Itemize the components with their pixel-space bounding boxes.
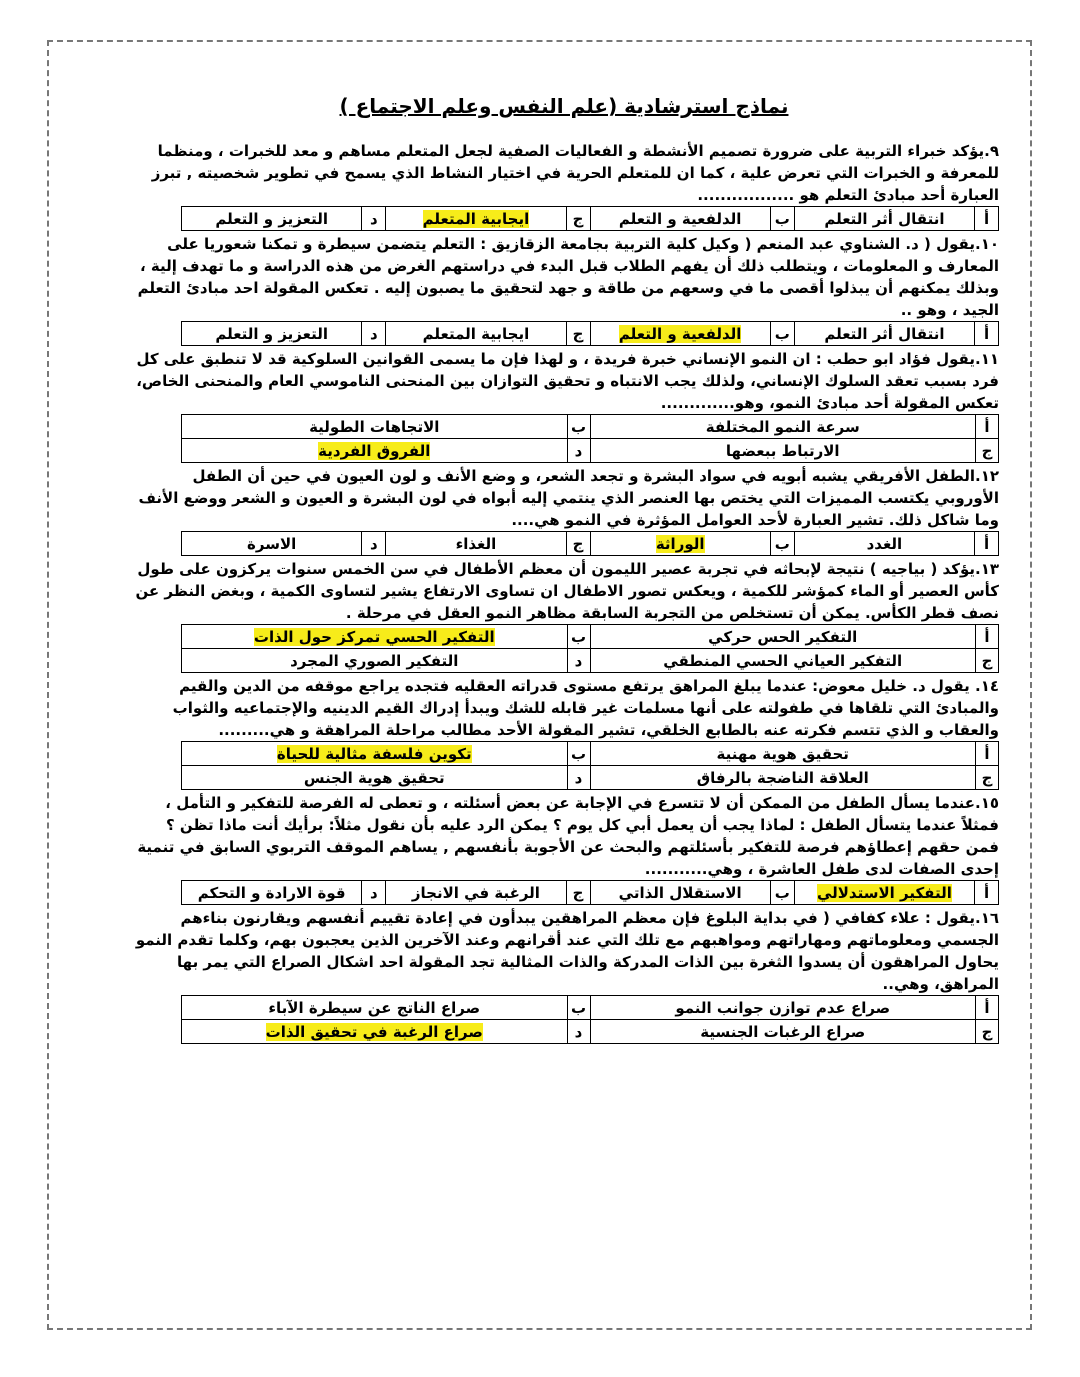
highlighted-answer: تكوين فلسفة مثالية للحياة bbox=[276, 744, 472, 763]
highlighted-answer: الدلفعية و التعلم bbox=[618, 324, 742, 343]
option-letter: د bbox=[362, 881, 386, 905]
option-c-answer[interactable] bbox=[386, 207, 566, 231]
option-letter: د bbox=[362, 322, 386, 346]
option-letter: د bbox=[362, 532, 386, 556]
question-16-options bbox=[181, 995, 999, 1044]
option-a[interactable]: التفكير الحس حركي bbox=[590, 625, 976, 649]
option-c[interactable]: الغذاء bbox=[386, 532, 566, 556]
option-b-answer[interactable] bbox=[182, 742, 568, 766]
option-letter: ج bbox=[976, 439, 999, 463]
option-b-answer[interactable] bbox=[590, 322, 770, 346]
option-a[interactable]: سرعة النمو المختلفة bbox=[590, 415, 976, 439]
option-a[interactable]: صراع عدم توازن جوانب النمو bbox=[590, 996, 976, 1020]
option-letter: ج bbox=[976, 649, 999, 673]
option-c[interactable]: ايجابية المتعلم bbox=[386, 322, 566, 346]
question-12-options bbox=[181, 531, 999, 556]
option-c[interactable]: التفكير العياني الحسي المنطقي bbox=[590, 649, 976, 673]
question-9-options bbox=[181, 206, 999, 231]
question-10-options bbox=[181, 321, 999, 346]
option-letter: ب bbox=[770, 322, 794, 346]
option-letter: أ bbox=[975, 322, 999, 346]
option-c[interactable]: الرغبة في الانجاز bbox=[386, 881, 566, 905]
option-d[interactable]: التفكير الصوري المجرد bbox=[182, 649, 568, 673]
question-16: ١٦.يقول : علاء كفافي ( في بداية البلوغ فإن معظم المراهقين يبدأون في إعادة تقييم أنفسهم ويقارنون بناءهم الجسمي ومعلوماتهم ومهاراتهم ومواهبهم مع تلك التي عند أقرانهم وعند الآخرين الذين يعجبون بهم، وكلما تقدم النمو يحاول المراهقون أن يسدوا الثغرة بين الذات المدركة والذات المثالية تجد المقولة احد اشكال الصراع التي يمر بها المراهق، وهي.. bbox=[135, 909, 999, 993]
question-14-options bbox=[181, 741, 999, 790]
option-letter: د bbox=[362, 207, 386, 231]
option-d-answer[interactable] bbox=[182, 1020, 568, 1044]
question-11: ١١.يقول فؤاد ابو حطب : ان النمو الإنساني خبرة فريدة ، و لهذا فإن ما يسمى القوانين السلوكية قد لا تنطبق على كل فرد بسبب تعقد السلوك الإنساني، ولذلك يجب الانتباه و تحقيق التوازان بين المنحنى الناموسي العام والمنحنى الخاص، تعكس المقولة أحد مبادئ النمو، وهو............. bbox=[136, 350, 999, 412]
page-border bbox=[47, 40, 1032, 1330]
question-10: ١٠.يقول ( د. الشناوي عبد المنعم ( وكيل كلية التربية بجامعة الزقازيق : التعلم يتضمن سيطرة و تمكنا شعوريا على المعارف و المعلومات ، ويتطلب ذلك أن يفهم الطلاب قبل البدء في دراستهم الغرض من هذه الدراسة و ما تهدف إلية ، وبذلك يمكنهم أن يبذلوا أقصى ما في وسعهم من طاقة و جهد لتحقيق ما يصبون إليه . تعكس المقولة احد مبادئ التعلم الجيد ، وهو .. bbox=[137, 235, 999, 319]
question-13-options bbox=[181, 624, 999, 673]
option-a[interactable]: انتقال أثر التعلم bbox=[794, 207, 974, 231]
option-d-answer[interactable] bbox=[182, 439, 568, 463]
option-a[interactable]: تحقيق هوية مهنية bbox=[590, 742, 976, 766]
option-c[interactable]: العلاقة الناضجة بالرفاق bbox=[590, 766, 976, 790]
option-letter: د bbox=[567, 1020, 590, 1044]
question-15: ١٥.عندما يسأل الطفل من الممكن أن لا تتسرع في الإجابة عن بعض أسئلته ، و تعطى له الفرصة للتفكير و التأمل ، فمثلاً عندما يتسأل الطفل : لماذا يجب أن يعمل أبي كل يوم ؟ يمكن الرد عليه بأن نقول مثلاً: برأيك أنت ماذا تظن ؟ فمن حقهم إعطاؤهم فرصة للتفكير بأسئلتهم والبحث عن الأجوبة بأنفسهم , يساهم الموقف التربوي السابق في تنمية إحدى الصفات لدى طفل العاشرة ، وهي........... bbox=[137, 794, 999, 878]
highlighted-answer: صراع الرغبة في تحقيق الذات bbox=[265, 1022, 483, 1041]
option-letter: ج bbox=[566, 207, 590, 231]
option-letter: ج bbox=[976, 766, 999, 790]
option-b[interactable]: الدلفعية و التعلم bbox=[590, 207, 770, 231]
option-d[interactable]: تحقيق هوية الجنس bbox=[182, 766, 568, 790]
option-letter: ب bbox=[567, 625, 590, 649]
option-a-answer[interactable] bbox=[794, 881, 974, 905]
option-b[interactable]: الاتجاهات الطولية bbox=[182, 415, 568, 439]
option-letter: أ bbox=[975, 532, 999, 556]
option-d[interactable]: التعزيز و التعلم bbox=[182, 322, 362, 346]
option-letter: ج bbox=[566, 322, 590, 346]
option-a[interactable]: الغدد bbox=[794, 532, 974, 556]
option-letter: ب bbox=[770, 881, 794, 905]
highlighted-answer: الوراثة bbox=[655, 534, 705, 553]
option-letter: ج bbox=[566, 881, 590, 905]
option-letter: ب bbox=[567, 742, 590, 766]
option-letter: ج bbox=[566, 532, 590, 556]
option-d[interactable]: التعزيز و التعلم bbox=[182, 207, 362, 231]
option-b[interactable]: صراع الناتج عن سيطرة الآباء bbox=[182, 996, 568, 1020]
option-letter: د bbox=[567, 439, 590, 463]
question-11-options bbox=[181, 414, 999, 463]
option-letter: د bbox=[567, 649, 590, 673]
option-letter: د bbox=[567, 766, 590, 790]
highlighted-answer: التفكير الحسي تمركز حول الذات bbox=[253, 627, 495, 646]
option-b-answer[interactable] bbox=[182, 625, 568, 649]
highlighted-answer: الفروق الفردية bbox=[318, 441, 431, 460]
document-content bbox=[129, 94, 999, 1046]
option-letter: أ bbox=[975, 207, 999, 231]
option-a[interactable]: انتقال أثر التعلم bbox=[794, 322, 974, 346]
option-letter: ب bbox=[770, 207, 794, 231]
page-title: نماذج استرشادية (علم النفس وعلم الاجتماع ) bbox=[339, 94, 789, 118]
option-letter: أ bbox=[976, 996, 999, 1020]
option-letter: أ bbox=[976, 415, 999, 439]
option-letter: أ bbox=[976, 625, 999, 649]
option-c[interactable]: صراع الرغبات الجنسية bbox=[590, 1020, 976, 1044]
option-letter: أ bbox=[975, 881, 999, 905]
option-letter: ب bbox=[770, 532, 794, 556]
option-d[interactable]: الاسرة bbox=[182, 532, 362, 556]
option-c[interactable]: الارتباط ببعضها bbox=[590, 439, 976, 463]
option-letter: ج bbox=[976, 1020, 999, 1044]
option-letter: ب bbox=[567, 415, 590, 439]
highlighted-answer: ايجابية المتعلم bbox=[422, 209, 530, 228]
question-12: ١٢.الطفل الأفريقي يشبه أبويه في سواد البشرة و تجعد الشعر، و وضع الأنف و لون العيون في حين أن الطفل الأوروبي يكتسب المميزات التي يختص بها العنصر الذي ينتمي إليه أبواه في لون البشرة و العيون و الشعر ووضع الأنف وما شاكل ذلك. تشير العبارة لأحد العوامل المؤثرة في النمو هي.... bbox=[138, 467, 999, 529]
option-letter: أ bbox=[976, 742, 999, 766]
question-13: ١٣.يؤكد ( بياجيه ) نتيجة لإبحاثه في تجربة عصير الليمون أن معظم الأطفال في سن الخمس سنوات يركزون على طول كأس العصير أو الماء كمؤشر للكمية ، ويعكس تصور الاطفال ان تساوى الارتفاع يشير لتساوى الكمية ، وبغض النظر عن نصف قطر الكأس. يمكن أن تستخلص من التجربة السابقة مظاهر النمو العقل في مرحلة . bbox=[135, 560, 999, 622]
option-letter: ب bbox=[567, 996, 590, 1020]
option-d[interactable]: قوة الارادة و التحكم bbox=[182, 881, 362, 905]
question-14: ١٤. يقول د. خليل معوض: عندما يبلغ المراهق يرتفع مستوى قدراته العقليه فتجده يراجع موقفه من الدين والقيم والمبادئ التي تلقاها في طفولته على أنها مسلمات غير قابله للشك ويبدأ إدراك القيم الدينيه والإجتماعيه والثواب والعقاب و الذي تتسم فكرته عنه بالطابع الخلقي، تشير المقولة الأحد مطالب مراحلة المراهقة و هي......... bbox=[172, 677, 999, 739]
question-15-options bbox=[181, 880, 999, 905]
option-b-answer[interactable] bbox=[590, 532, 770, 556]
highlighted-answer: التفكير الاستدلالي bbox=[816, 883, 952, 902]
question-9: ٩.يؤكد خبراء التربية على ضرورة تصميم الأنشطة و الفعاليات الصفية لجعل المتعلم مساهم و معد للخبرات ، ومنظما للمعرفة و الخبرات التي تعرض علية ، كما ان للمتعلم الحرية في اختيار النشاط الذي يسمح في تطوير شخصيته , تبرز العبارة أحد مبادئ التعلم هو ................. bbox=[151, 142, 999, 204]
option-b[interactable]: الاستقلال الذاتي bbox=[590, 881, 770, 905]
